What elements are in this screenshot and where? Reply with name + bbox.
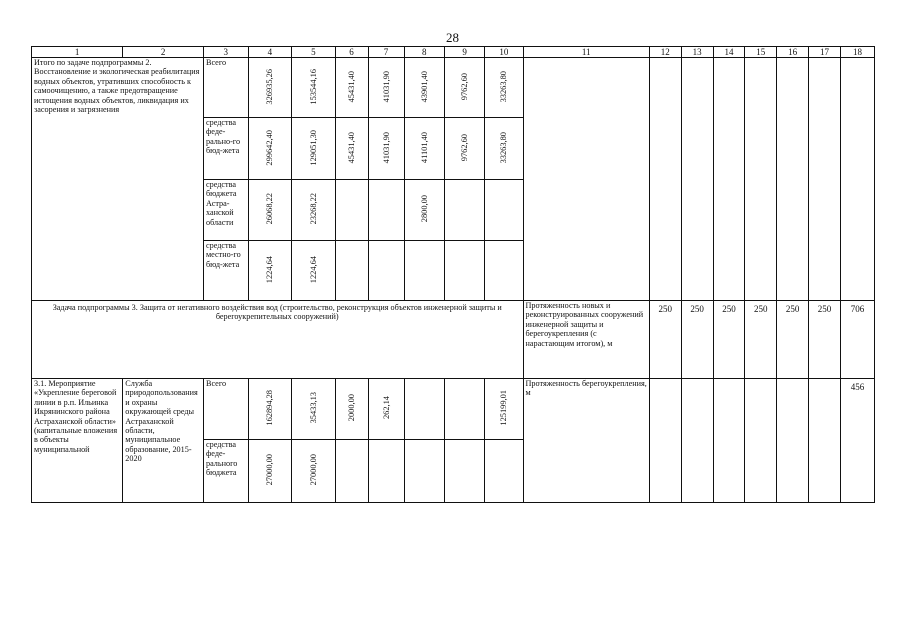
value-cell: 41101,40 [404, 118, 444, 180]
value-cell: 250 [681, 301, 713, 379]
col-header: 8 [404, 47, 444, 58]
value-cell: 33263,80 [485, 118, 523, 180]
value-cell: 162894,28 [248, 379, 292, 440]
col-header: 1 [32, 47, 123, 58]
value-cell: 153544,16 [292, 58, 336, 118]
col-header: 9 [444, 47, 484, 58]
empty-cell [681, 58, 713, 301]
value-cell: 706 [840, 301, 874, 379]
col-header: 2 [123, 47, 204, 58]
value-cell: 9762,60 [444, 58, 484, 118]
value-cell: 41031,90 [368, 58, 404, 118]
section2-title: Задача подпрограммы 3. Защита от негативного воздействия вод (строительство, реконструкция объектов инженерной защиты и берегоукрепительных сооружений) [32, 301, 524, 379]
col-header: 13 [681, 47, 713, 58]
measure-cell: 3.1. Мероприятие «Укрепление береговой линии в р.п. Ильинка Икрянинского района Астраханской области» (капитальные вложения в объекты муниципальной [32, 379, 123, 503]
section1-title: Итого по задаче подпрограммы 2. Восстановление и экологическая реабилитация водных объектов, утративших способность к самоочищению, а также предотвращение истощения водных объектов, ликвидация их засорения и загрязнения [32, 58, 204, 301]
indicator-cell: Протяженность новых и реконструированных сооружений инженерной защиты и берегоукрепления (с нарастающим итогом), м [523, 301, 649, 379]
empty-cell [649, 58, 681, 301]
value-cell: 45431,40 [335, 118, 368, 180]
value-cell: 299642,40 [248, 118, 292, 180]
source-cell: средства феде-рально-го бюд-жета [203, 118, 248, 180]
empty-cell [713, 379, 745, 503]
empty-cell [745, 379, 777, 503]
value-cell [444, 241, 484, 301]
value-cell: 33263,80 [485, 58, 523, 118]
value-cell: 41031,90 [368, 118, 404, 180]
empty-cell [777, 379, 809, 503]
value-cell: 45431,40 [335, 58, 368, 118]
value-cell [335, 440, 368, 503]
value-cell [444, 180, 484, 241]
value-cell: 9762,60 [444, 118, 484, 180]
value-cell: 250 [649, 301, 681, 379]
value-cell [485, 241, 523, 301]
source-cell: средства феде-рального бюджета [203, 440, 248, 503]
budget-table [31, 46, 875, 503]
value-cell [485, 180, 523, 241]
table-row [32, 58, 875, 118]
value-cell [335, 180, 368, 241]
value-cell: 456 [840, 379, 874, 503]
value-cell: 125199,01 [485, 379, 523, 440]
value-cell [444, 379, 484, 440]
value-cell: 26068,22 [248, 180, 292, 241]
value-cell [335, 241, 368, 301]
value-cell [485, 440, 523, 503]
table-row [32, 379, 875, 440]
source-cell: Всего [203, 58, 248, 118]
col-header: 11 [523, 47, 649, 58]
value-cell: 27000,00 [248, 440, 292, 503]
source-cell: Всего [203, 379, 248, 440]
col-header: 18 [840, 47, 874, 58]
value-cell: 250 [809, 301, 841, 379]
value-cell: 250 [745, 301, 777, 379]
empty-cell [840, 58, 874, 301]
value-cell [404, 241, 444, 301]
value-cell: 262,14 [368, 379, 404, 440]
col-header: 4 [248, 47, 292, 58]
value-cell: 23268,22 [292, 180, 336, 241]
value-cell: 2800,00 [404, 180, 444, 241]
source-cell: средства бюджета Астра-ханской области [203, 180, 248, 241]
value-cell: 1224,64 [292, 241, 336, 301]
value-cell [444, 440, 484, 503]
executor-cell: Служба природопользования и охраны окружающей среды Астраханской области, муниципальное образование, 2015-2020 [123, 379, 204, 503]
value-cell [368, 180, 404, 241]
value-cell: 326935,26 [248, 58, 292, 118]
value-cell [404, 440, 444, 503]
col-header: 12 [649, 47, 681, 58]
col-header: 14 [713, 47, 745, 58]
col-header: 15 [745, 47, 777, 58]
col-header: 6 [335, 47, 368, 58]
empty-cell [809, 379, 841, 503]
header-row [32, 47, 875, 58]
value-cell: 1224,64 [248, 241, 292, 301]
indicator-cell: Протяженность берегоукрепления, м [523, 379, 649, 503]
col-header: 3 [203, 47, 248, 58]
col-header: 16 [777, 47, 809, 58]
page-number: 28 [446, 30, 459, 45]
value-cell: 129051,30 [292, 118, 336, 180]
empty-cell [649, 379, 681, 503]
table-row [32, 301, 875, 379]
value-cell [404, 379, 444, 440]
empty-cell [713, 58, 745, 301]
col-header: 17 [809, 47, 841, 58]
value-cell: 250 [713, 301, 745, 379]
empty-cell [681, 379, 713, 503]
empty-cell [809, 58, 841, 301]
empty-cell [745, 58, 777, 301]
value-cell [368, 440, 404, 503]
value-cell: 27000,00 [292, 440, 336, 503]
value-cell: 35433,13 [292, 379, 336, 440]
value-cell: 43901,40 [404, 58, 444, 118]
value-cell: 2000,00 [335, 379, 368, 440]
value-cell [368, 241, 404, 301]
empty-cell [523, 58, 649, 301]
col-header: 5 [292, 47, 336, 58]
value-cell: 250 [777, 301, 809, 379]
col-header: 7 [368, 47, 404, 58]
source-cell: средства местно-го бюд-жета [203, 241, 248, 301]
empty-cell [777, 58, 809, 301]
col-header: 10 [485, 47, 523, 58]
